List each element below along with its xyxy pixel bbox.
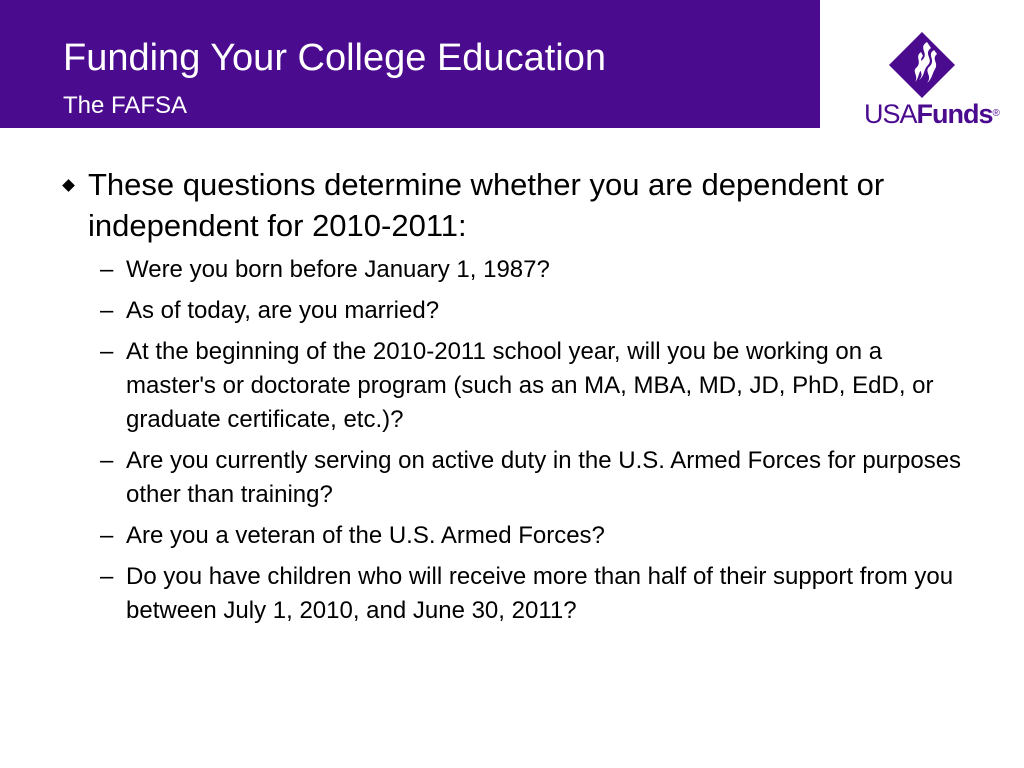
diamond-bullet-icon — [62, 179, 75, 192]
logo-usa-text: USA — [864, 99, 917, 129]
usa-funds-logo — [858, 30, 1000, 134]
list-item-text: Are you currently serving on active duty in the U.S. Armed Forces for purposes other than training? — [126, 447, 962, 508]
main-bullet-text: These questions determine whether you are dependent or independent for 2010-2011: — [88, 167, 885, 243]
list-item — [62, 444, 967, 512]
dash-bullet: – — [100, 522, 114, 549]
list-item-text: Were you born before January 1, 1987? — [126, 256, 550, 283]
list-item — [62, 335, 967, 437]
header-band — [0, 0, 820, 128]
slide-content — [62, 164, 967, 635]
list-item-text: Do you have children who will receive more than half of their support from you between July 1, 2010, and June 30, 2011? — [126, 563, 954, 624]
list-item — [62, 519, 967, 553]
logo-wordmark — [864, 98, 1000, 130]
registered-mark: ® — [992, 108, 1000, 119]
list-item-text: At the beginning of the 2010-2011 school year, will you be working on a master's or doctorate program (such as an MA, MBA, MD, JD, PhD, EdD, or graduate certificate, etc.)? — [126, 338, 934, 433]
list-item — [62, 294, 967, 328]
logo-funds-text: Funds — [916, 99, 993, 129]
dash-bullet: – — [100, 447, 114, 474]
sub-bullet-list — [62, 253, 967, 628]
list-item — [62, 253, 967, 287]
dash-bullet: – — [100, 297, 114, 324]
slide-title: Funding Your College Education — [63, 37, 606, 79]
dash-bullet: – — [100, 338, 114, 365]
slide-subtitle: The FAFSA — [63, 92, 188, 119]
dash-bullet: – — [100, 563, 114, 590]
dash-bullet: – — [100, 256, 114, 283]
list-item — [62, 560, 967, 628]
main-bullet — [62, 164, 967, 246]
list-item-text: As of today, are you married? — [126, 297, 440, 324]
list-item-text: Are you a veteran of the U.S. Armed Forces? — [126, 522, 605, 549]
diamond-flame-logo-icon — [887, 30, 957, 100]
